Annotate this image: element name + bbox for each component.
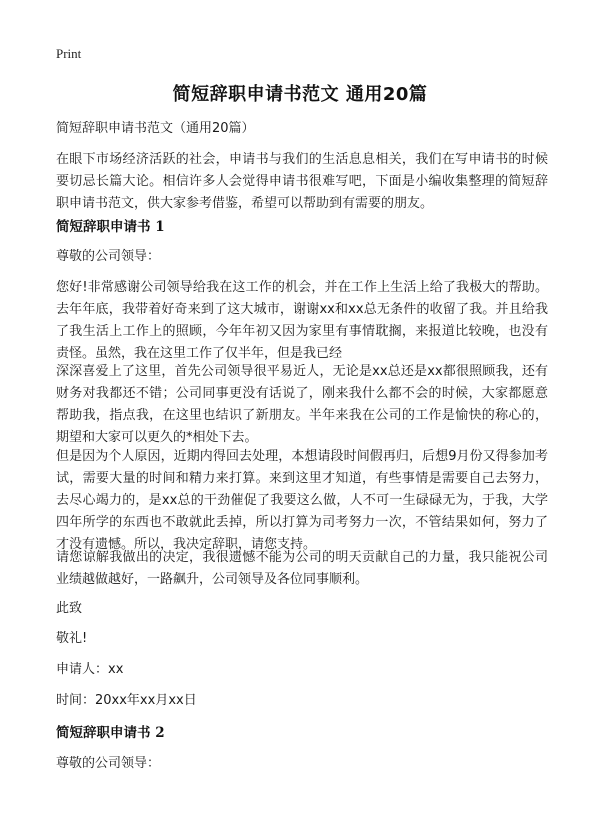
document-subtitle: 简短辞职申请书范文（通用20篇）	[56, 121, 255, 136]
letter-1-regards: 敬礼!	[56, 631, 88, 646]
letter-2-heading: 简短辞职申请书 2	[56, 725, 165, 741]
letter-1-heading: 简短辞职申请书 1	[56, 219, 165, 235]
letter-2-salutation: 尊敬的公司领导：	[56, 756, 161, 771]
letter-1-paragraph-3: 但是因为个人原因，近期内得回去处理，本想请段时间假再归，后想9月份又得参加考试，需要大量的时间和精力来打算。来到这里才知道，有些事情是需要自己去努力，去尽心竭力的，是xx总的干劲催促了我要这么做，人不可一生碌碌无为，于我，大学四年所学的东西也不敢就此丢掉，所以打算为司考努力一次，不管结果如何，努力了才没有遗憾。所以，我决定辞职，请您支持。	[56, 449, 548, 552]
letter-1-date: 时间：20xx年xx月xx日	[56, 693, 197, 708]
letter-1-paragraph-4: 请您谅解我做出的决定，我很遗憾不能为公司的明天贡献自己的力量，我只能祝公司业绩越做越好，一路飙升，公司领导及各位同事顺利。	[56, 550, 548, 587]
letter-1-salutation: 尊敬的公司领导：	[56, 249, 161, 264]
letter-1-closing: 此致	[56, 601, 83, 616]
letter-1-paragraph-1: 您好!非常感谢公司领导给我在这工作的机会，并在工作上生活上给了我极大的帮助。去年年底，我带着好奇来到了这大城市，谢谢xx和xx总无条件的收留了我。并且给我了我生活上工作上的照顾，今年年初又因为家里有事情耽搁，来报道比较晚，也没有责怪。虽然，我在这里工作了仅半年，但是我已经	[56, 280, 548, 361]
intro-paragraph: 在眼下市场经济活跃的社会，申请书与我们的生活息息相关，我们在写申请书的时候要切忌长篇大论。相信许多人会觉得申请书很难写吧，下面是小编收集整理的简短辞职申请书范文，供大家参考借鉴，希望可以帮助到有需要的朋友。	[56, 152, 548, 211]
print-label[interactable]: Print	[56, 46, 82, 61]
letter-1-paragraph-2: 深深喜爱上了这里，首先公司领导很平易近人，无论是xx总还是xx都很照顾我，还有财务对我都还不错；公司同事更没有话说了，刚来我什么都不会的时候，大家都愿意帮助我，指点我，在这里也结识了新朋友。半年来我在公司的工作是愉快的称心的，期望和大家可以更久的*相处下去。	[56, 364, 548, 445]
document-title: 简短辞职申请书范文 通用20篇	[172, 84, 428, 105]
letter-1-applicant: 申请人：xx	[56, 662, 124, 677]
